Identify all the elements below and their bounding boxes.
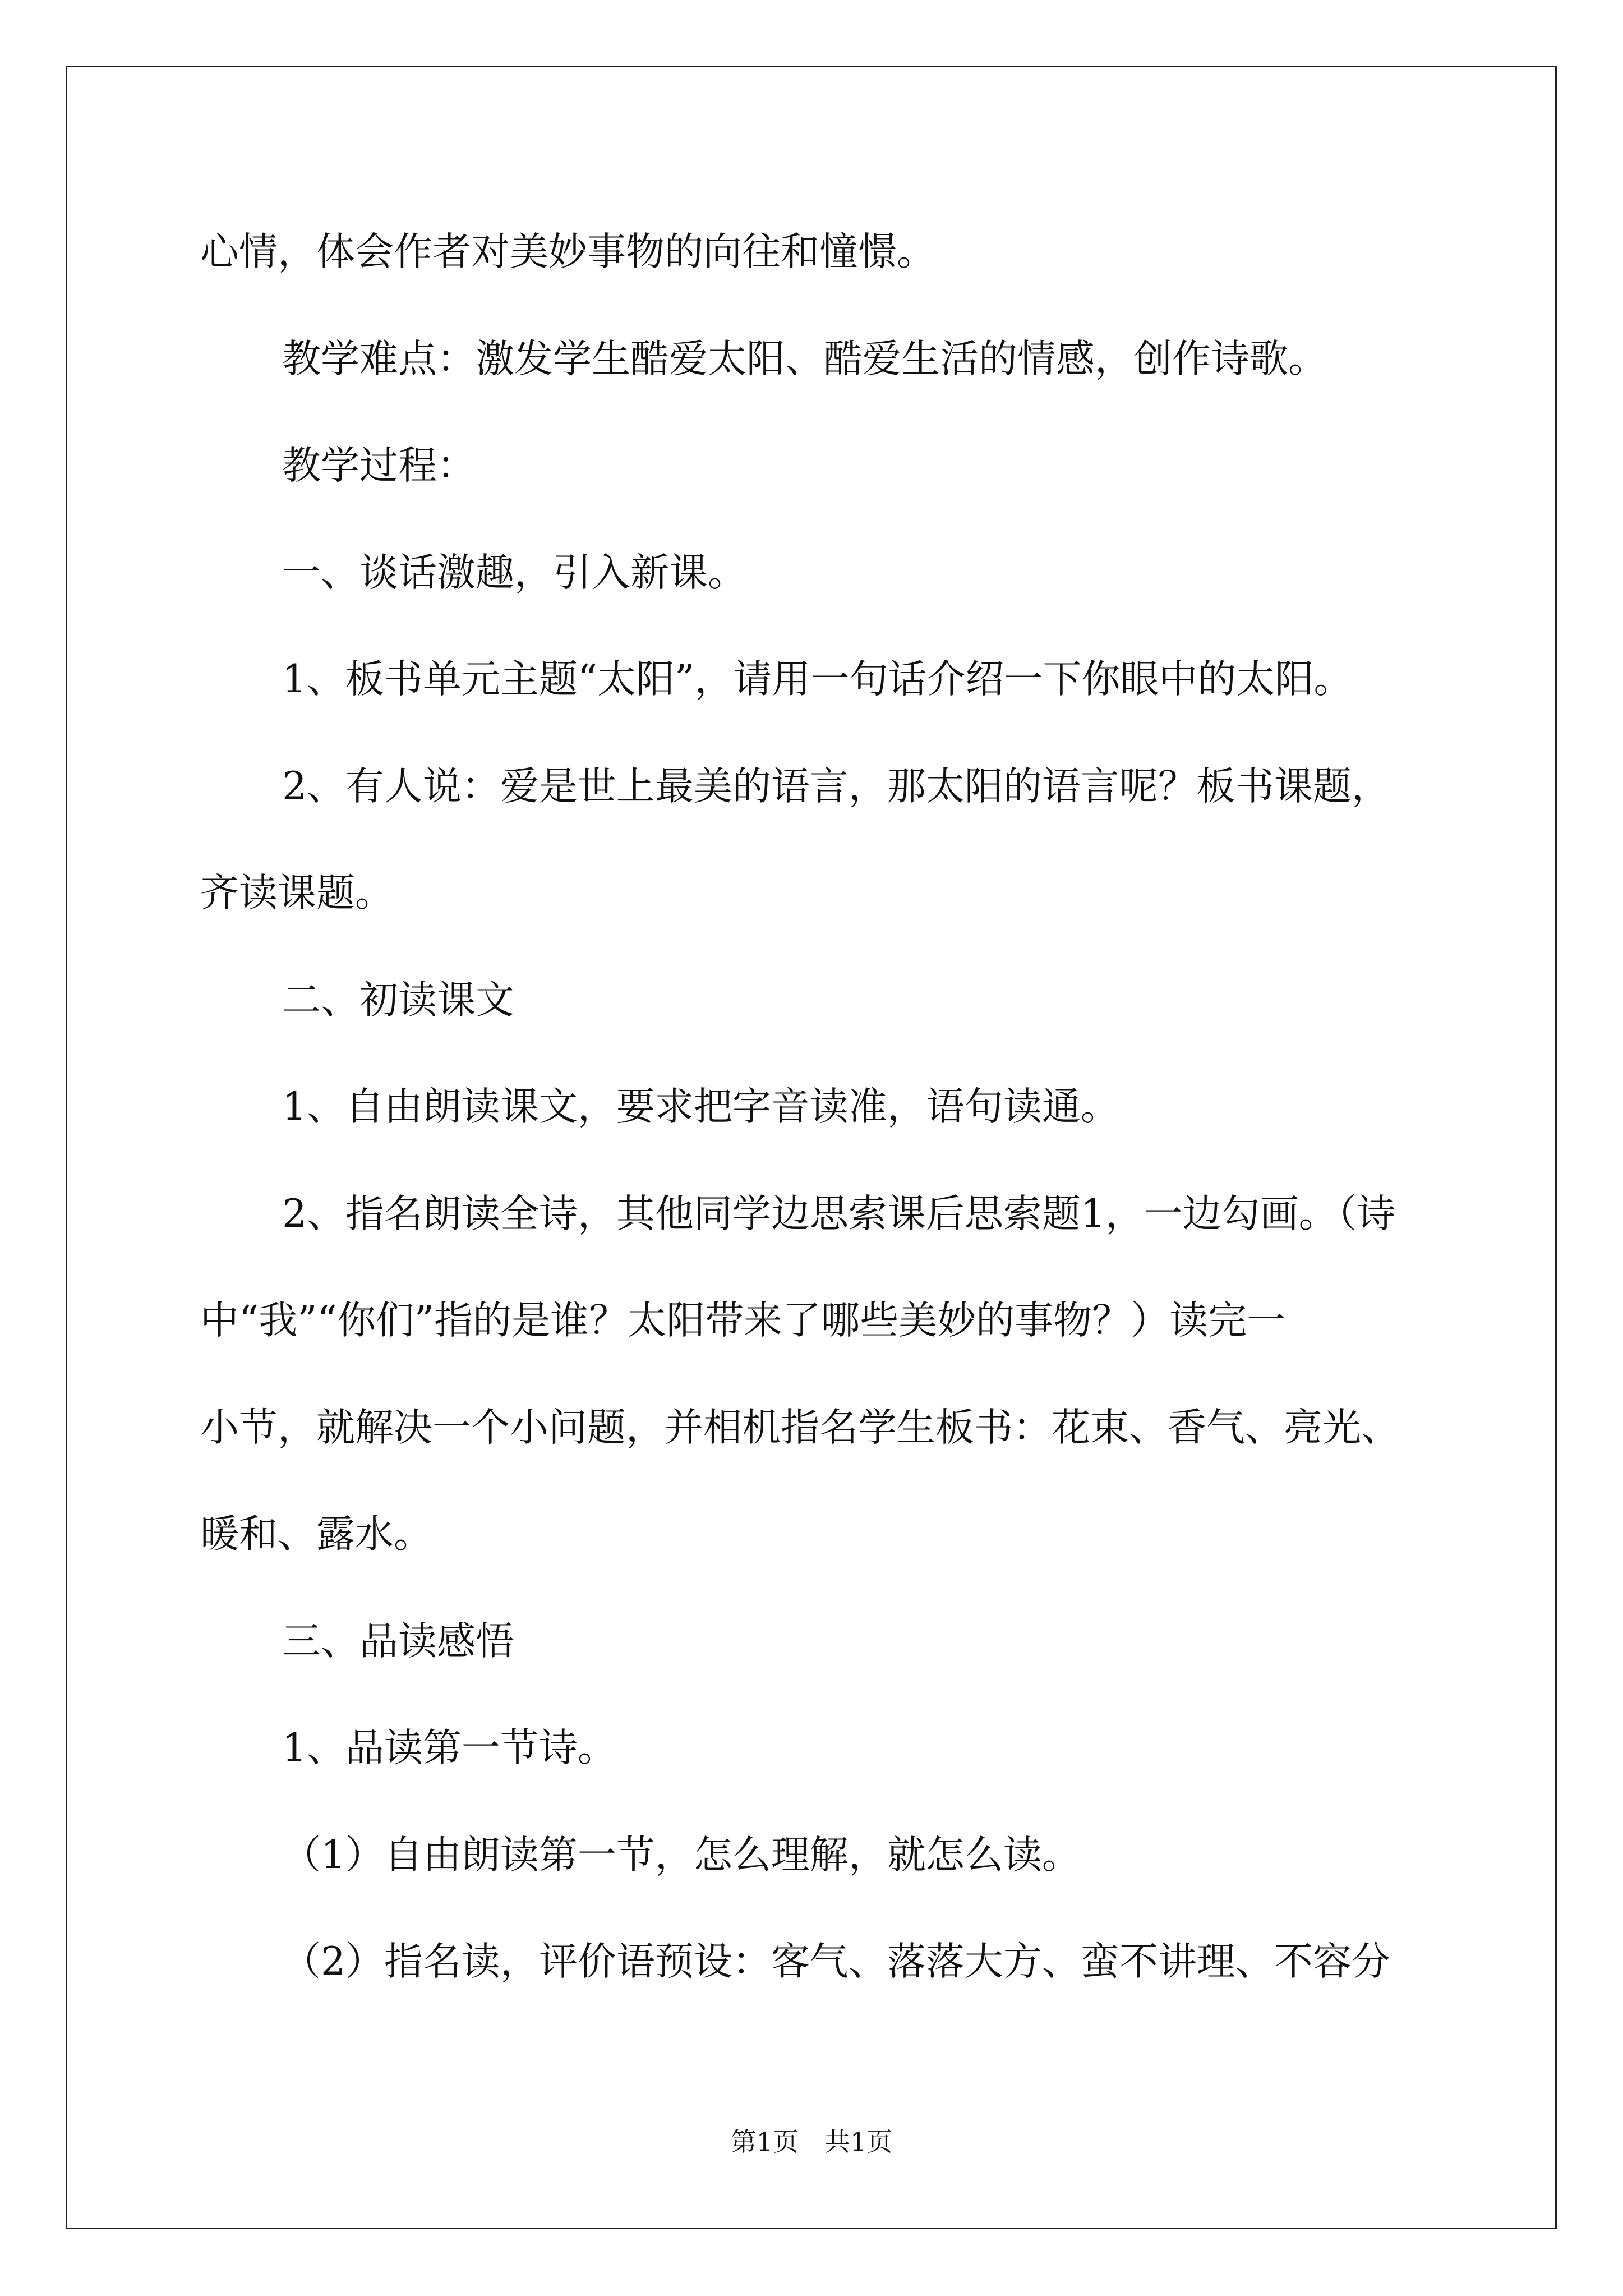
text-line: 1、板书单元主题“太阳”，请用一句话介绍一下你眼中的太阳。 — [282, 657, 1353, 702]
text-line: 一、谈话激趣，引入新课。 — [282, 550, 746, 595]
text-line: 暖和、露水。 — [200, 1512, 432, 1557]
page-border — [66, 66, 1557, 2229]
text-line: 2、指名朗读全诗，其他同学边思索课后思索题1，一边勾画。（诗 — [282, 1191, 1396, 1236]
text-line: 三、品读感悟 — [282, 1619, 514, 1664]
text-line: 1、自由朗读课文，要求把字音读准，语句读通。 — [282, 1084, 1119, 1129]
page-number: 第1页 共1页 — [730, 2127, 893, 2157]
text-line: 齐读课题。 — [200, 871, 394, 915]
text-line: （2）指名读，评价语预设：客气、落落大方、蛮不讲理、不容分 — [282, 1939, 1390, 1984]
text-line: 小节，就解决一个小问题，并相机指名学生板书：花束、香气、亮光、 — [200, 1405, 1400, 1450]
text-line: （1）自由朗读第一节，怎么理解，就怎么读。 — [282, 1833, 1081, 1878]
text-line: 二、初读课文 — [282, 978, 514, 1023]
text-line: 2、有人说：爱是世上最美的语言，那太阳的语言呢？板书课题， — [282, 764, 1390, 809]
text-line: 1、品读第一节诗。 — [282, 1726, 616, 1770]
text-line: 中“我”“你们”指的是谁？太阳带来了哪些美妙的事物？）读完一 — [200, 1298, 1286, 1343]
text-line: 教学过程： — [282, 443, 476, 488]
text-line: 心情，体会作者对美妙事物的向往和憧憬。 — [200, 229, 935, 274]
text-line: 教学难点：激发学生酷爱太阳、酷爱生活的情感，创作诗歌。 — [282, 337, 1327, 381]
